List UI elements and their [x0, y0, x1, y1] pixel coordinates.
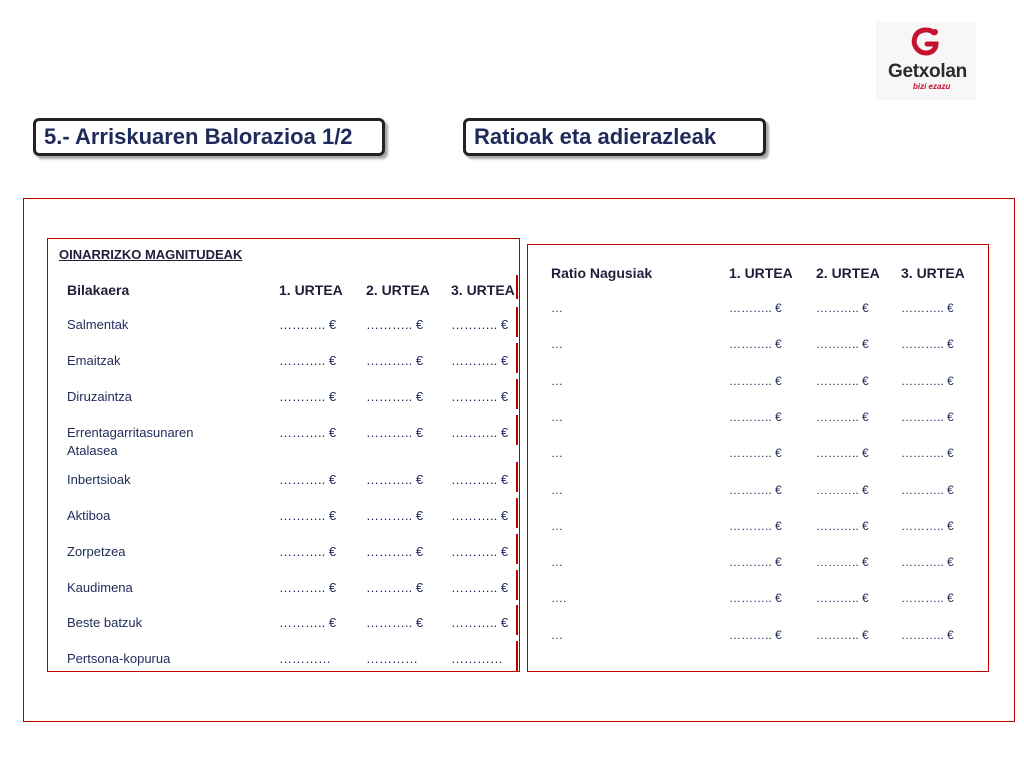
main-ratios-table [527, 244, 989, 672]
year-2-value: ……….. € [366, 353, 424, 368]
column-divider [516, 343, 518, 373]
year-1-value: ……….. € [729, 591, 782, 606]
column-header-year-3: 3. URTEA [901, 265, 965, 281]
table-row [528, 483, 990, 503]
year-1-value: ……….. € [729, 301, 782, 315]
year-3-value: ……….. € [901, 627, 954, 642]
column-header-ratios: Ratio Nagusiak [551, 265, 653, 281]
table-row [528, 301, 990, 321]
year-1-value: ……….. € [279, 615, 337, 630]
row-label: Zorpetzea [67, 544, 126, 559]
logo-tagline: bizi ezazu [913, 82, 951, 91]
row-label: Kaudimena [67, 580, 133, 595]
year-2-value: ……….. € [366, 544, 424, 559]
year-3-value: ………… [451, 651, 503, 666]
table-row [528, 519, 990, 539]
row-label: Beste batzuk [67, 615, 143, 630]
year-1-value: ……….. € [729, 482, 782, 497]
year-2-value: ……….. € [816, 301, 869, 315]
year-1-value: ……….. € [279, 353, 337, 368]
year-3-value: ……….. € [451, 615, 509, 630]
year-2-value: ……….. € [366, 615, 424, 630]
year-3-value: ……….. € [901, 555, 954, 570]
table-row [48, 352, 521, 388]
row-label: Diruzaintza [67, 389, 133, 404]
table-row [48, 471, 521, 507]
year-1-value: ……….. € [279, 472, 337, 487]
row-label: … [551, 301, 563, 315]
year-2-value: ……….. € [366, 389, 424, 404]
section-title [463, 118, 766, 156]
year-1-value: ……….. € [279, 389, 337, 404]
slide-title-text: 5.- Arriskuaren Balorazioa 1/2 [44, 124, 353, 149]
table-row [528, 374, 990, 394]
year-1-value: ……….. € [279, 544, 337, 559]
year-2-value: ……….. € [366, 472, 424, 487]
year-3-value: ……….. € [451, 353, 509, 368]
year-2-value: ……….. € [816, 591, 869, 606]
table-row [528, 628, 990, 648]
column-divider [516, 570, 518, 600]
table-heading: OINARRIZKO MAGNITUDEAK [59, 247, 243, 262]
year-2-value: ……….. € [816, 337, 869, 352]
column-header-evolution: Bilakaera [67, 282, 130, 298]
year-2-value: ……….. € [366, 425, 424, 440]
table-row [48, 614, 521, 650]
year-2-value: ……….. € [816, 627, 869, 642]
basic-magnitudes-table [47, 238, 520, 672]
year-3-value: ……….. € [901, 446, 954, 461]
year-1-value: ……….. € [729, 337, 782, 352]
year-2-value: ……….. € [816, 518, 869, 533]
year-2-value: ……….. € [366, 317, 424, 332]
column-divider [516, 415, 518, 445]
table-row [48, 424, 521, 460]
row-label: Inbertsioak [67, 472, 131, 487]
column-divider [516, 462, 518, 492]
year-3-value: ……….. € [451, 508, 509, 523]
year-2-value: ……….. € [816, 373, 869, 388]
year-1-value: ……….. € [279, 580, 337, 595]
row-label: Aktiboa [67, 508, 111, 523]
year-3-value: ……….. € [901, 591, 954, 606]
year-3-value: ……….. € [901, 373, 954, 388]
section-title-text: Ratioak eta adierazleak [474, 124, 717, 149]
year-2-value: ……….. € [816, 409, 869, 424]
row-label: … [551, 373, 563, 388]
year-1-value: ……….. € [729, 409, 782, 424]
slide-title [33, 118, 385, 156]
year-2-value: ……….. € [816, 555, 869, 570]
logo-mark-icon [909, 26, 943, 62]
column-header-year-1: 1. URTEA [729, 265, 793, 281]
row-label: … [551, 337, 563, 352]
year-3-value: ……….. € [901, 482, 954, 497]
logo-name: Getxolan [888, 61, 967, 82]
year-2-value: ……….. € [366, 580, 424, 595]
row-label: … [551, 555, 563, 570]
column-divider [516, 498, 518, 528]
year-2-value: ……….. € [816, 446, 869, 461]
column-header-year-2: 2. URTEA [816, 265, 880, 281]
year-3-value: ……….. € [901, 337, 954, 352]
column-header-year-3: 3. URTEA [451, 282, 515, 298]
year-1-value: ……….. € [729, 555, 782, 570]
year-1-value: ……….. € [729, 446, 782, 461]
table-row [528, 410, 990, 430]
table-row [48, 507, 521, 543]
row-label: …. [551, 591, 567, 606]
year-1-value: ………… [279, 651, 331, 666]
row-label: Salmentak [67, 317, 129, 332]
row-label: … [551, 446, 563, 461]
column-divider [516, 534, 518, 564]
year-3-value: ……….. € [451, 389, 509, 404]
column-divider [516, 307, 518, 337]
year-2-value: ……….. € [816, 482, 869, 497]
table-row [48, 388, 521, 424]
year-1-value: ……….. € [279, 508, 337, 523]
year-2-value: ……….. € [366, 508, 424, 523]
year-3-value: ……….. € [451, 317, 509, 332]
year-1-value: ……….. € [279, 425, 337, 440]
year-3-value: ……….. € [451, 425, 509, 440]
table-row [48, 543, 521, 579]
year-3-value: ……….. € [901, 301, 954, 315]
column-divider [516, 379, 518, 409]
column-divider [516, 605, 518, 635]
year-1-value: ……….. € [729, 627, 782, 642]
year-3-value: ……….. € [451, 580, 509, 595]
column-divider [516, 641, 518, 671]
row-label: … [551, 627, 563, 642]
year-3-value: ……….. € [451, 472, 509, 487]
row-label: Emaitzak [67, 353, 121, 368]
year-1-value: ……….. € [729, 518, 782, 533]
year-3-value: ……….. € [901, 409, 954, 424]
getxolan-logo [876, 22, 976, 100]
year-1-value: ……….. € [729, 373, 782, 388]
table-row [528, 555, 990, 575]
year-3-value: ……….. € [451, 544, 509, 559]
table-row [528, 591, 990, 611]
table-row [528, 446, 990, 466]
year-3-value: ……….. € [901, 518, 954, 533]
row-label: Errentagarritasunaren Atalasea [67, 425, 194, 458]
column-header-year-2: 2. URTEA [366, 282, 430, 298]
table-row [48, 316, 521, 352]
row-label: … [551, 482, 563, 497]
row-label: … [551, 409, 563, 424]
year-1-value: ……….. € [279, 317, 337, 332]
column-header-year-1: 1. URTEA [279, 282, 343, 298]
row-label: Pertsona-kopurua [67, 651, 171, 666]
year-2-value: ………… [366, 651, 418, 666]
row-label: … [551, 518, 563, 533]
table-row [48, 579, 521, 615]
table-row [528, 337, 990, 357]
table-row [48, 650, 521, 686]
column-divider [516, 275, 518, 299]
